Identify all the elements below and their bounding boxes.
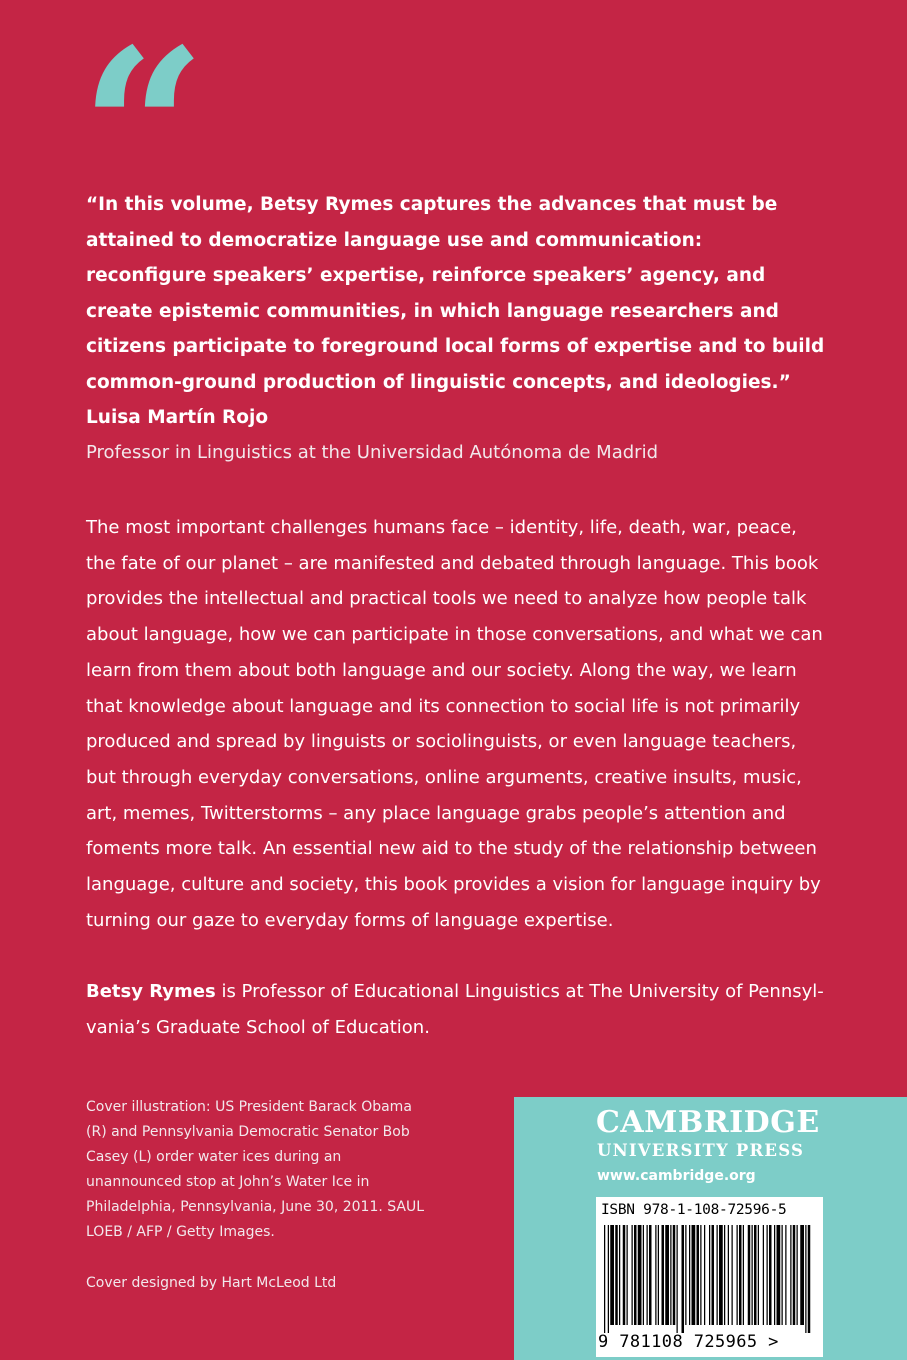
barcode-bar (724, 1225, 725, 1325)
barcode-bar (697, 1225, 700, 1325)
barcode-bar (704, 1225, 705, 1325)
barcode-bar (800, 1225, 804, 1325)
barcode-bar (682, 1225, 685, 1333)
barcode-bar (673, 1225, 676, 1325)
barcode-bar (743, 1225, 744, 1325)
barcode-bar (790, 1225, 791, 1325)
barcode-bar (739, 1225, 742, 1325)
barcode-bar (619, 1225, 620, 1325)
barcode-bar (748, 1225, 751, 1325)
barcode-bar (752, 1225, 753, 1325)
publisher-panel (514, 1097, 907, 1360)
barcode-bar (719, 1225, 723, 1325)
publisher-url: www.cambridge.org (597, 1168, 756, 1184)
barcode-bar (717, 1225, 718, 1325)
cover-design-credit: Cover designed by Hart McLeod Ltd (86, 1275, 337, 1291)
barcode-bar (689, 1225, 690, 1325)
barcode-bar (649, 1225, 652, 1325)
barcode-bar (769, 1225, 772, 1325)
barcode-bar (692, 1225, 696, 1325)
barcode-bar (608, 1225, 609, 1333)
barcode-bar (709, 1225, 710, 1325)
endorser-title: Professor in Linguistics at the Universidad Autónoma de Madrid (86, 442, 658, 463)
barcode-bar (805, 1225, 806, 1333)
barcode-bar (655, 1225, 656, 1325)
barcode-bar (643, 1225, 644, 1325)
barcode-icon (602, 1225, 817, 1333)
barcode-bar (604, 1225, 605, 1333)
barcode-bar (610, 1225, 614, 1325)
isbn-label: ISBN 978-1-108-72596-5 (601, 1202, 787, 1218)
barcode-bar (793, 1225, 796, 1325)
barcode-bar (712, 1225, 715, 1325)
barcode-bar (797, 1225, 798, 1325)
barcode-bar (615, 1225, 618, 1325)
barcode-bar (685, 1225, 686, 1325)
barcode-bar (785, 1225, 786, 1325)
barcode-bar (677, 1225, 678, 1333)
barcode-bar (728, 1225, 729, 1325)
barcode-bar (665, 1225, 669, 1325)
barcode-box (596, 1197, 823, 1357)
publisher-logo-sub: UNIVERSITY PRESS (597, 1141, 805, 1160)
barcode-bar (638, 1225, 642, 1325)
barcode-bar (758, 1225, 759, 1325)
barcode-bar (767, 1225, 768, 1325)
barcode-bar (763, 1225, 764, 1325)
barcode-digits: 9 781108 725965 > (598, 1332, 779, 1352)
barcode-bar (623, 1225, 626, 1325)
endorser-name: Luisa Martín Rojo (86, 407, 269, 428)
barcode-bar (662, 1225, 665, 1325)
barcode-bar (774, 1225, 775, 1325)
author-bio-text: is Professor of Educational Linguistics at The University of Pennsyl-vania’s Graduate School of Education. (86, 981, 824, 1038)
author-bio (86, 974, 826, 1045)
cover-illustration-credit: Cover illustration: US President Barack Obama (R) and Pennsylvania Democratic Senator Bob Casey (L) order water ices during an unannounced stop at John’s Water Ice in Philadelphia, Pennsylvania, June 30, 2011. SAUL LOEB / AFP / Getty Images. (86, 1099, 425, 1240)
barcode-bar (658, 1225, 659, 1325)
barcode-bar (670, 1225, 671, 1325)
barcode-bar (700, 1225, 701, 1325)
barcode-bar (732, 1225, 733, 1325)
quote-mark-icon: “ (80, 0, 207, 259)
barcode-bar (782, 1225, 783, 1325)
barcode-bar (777, 1225, 781, 1325)
barcode-bar (754, 1225, 757, 1325)
barcode-bar (647, 1225, 648, 1325)
publisher-logo-name: CAMBRIDGE (596, 1105, 820, 1140)
barcode-bar (634, 1225, 637, 1325)
book-description: The most important challenges humans face – identity, life, death, war, peace, the fate of our planet – are manifested and debated through language. This book provides the intellectual and practical tools we need to analyze how people talk about language, how we can participate in those conversations, and what we can learn from them about both language and our society. Along the way, we learn that knowledge about language and its connection to social life is not primarily produced and spread by linguists or sociolinguists, or even language teachers, but through everyday conversations, online arguments, creative insults, music, art, memes, Twitterstorms – any place language grabs people’s attention and foments more talk. An essential new aid to the study of the relationship between language, culture and society, this book provides a vision for language inquiry by turning our gaze to everyday forms of language expertise. (86, 517, 823, 931)
author-name: Betsy Rymes (86, 981, 216, 1002)
barcode-bar (808, 1225, 811, 1333)
barcode-bar (632, 1225, 633, 1325)
endorsement-quote: “In this volume, Betsy Rymes captures the advances that must be attained to democratize language use and communication: reconfigure speakers’ expertise, reinforce speakers’ agency, and create epistemic communities, in which language researchers and citizens participate to foreground local forms of expertise and to build common-ground production of linguistic concepts, and ideologies.” (86, 194, 825, 393)
barcode-bar (737, 1225, 738, 1325)
barcode-bar (627, 1225, 628, 1325)
